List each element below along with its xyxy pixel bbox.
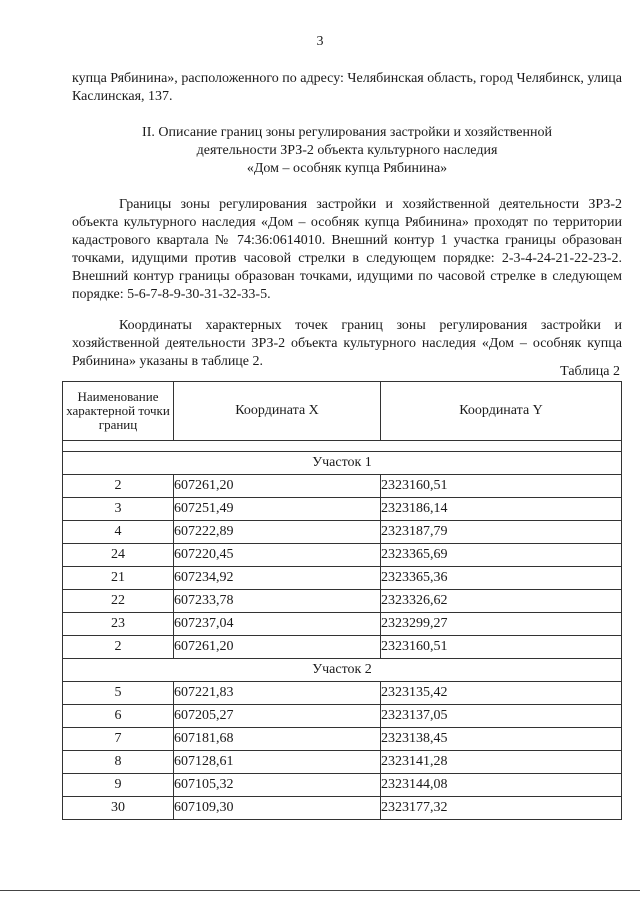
table-row (63, 590, 622, 613)
section-heading (72, 124, 622, 178)
section-title: Участок 2 (63, 659, 622, 682)
coordinate-y-cell: 2323160,51 (381, 475, 622, 498)
header-coordinate-x: Координата X (174, 382, 381, 441)
point-name-cell: 30 (63, 797, 174, 820)
boundary-description-paragraph: Границы зоны регулирования застройки и хозяйственной деятельности ЗРЗ-2 объекта культурного наследия «Дом – особняк купца Рябинина» проходят по территории кадастрового квартала № 74:36:0614010. Внешний контур 1 участка границы образован точками, идущими против часовой стрелки в следующем порядке: 2-3-4-24-21-22-23-2. Внешний контур границы образован точками, идущими по часовой стрелке в следующем порядке: 5-6-7-8-9-30-31-32-33-5. (72, 197, 622, 302)
coordinate-y-cell: 2323144,08 (381, 774, 622, 797)
table-row (63, 613, 622, 636)
coordinate-x-cell: 607234,92 (174, 567, 381, 590)
point-name-cell: 5 (63, 682, 174, 705)
point-name-cell: 4 (63, 521, 174, 544)
coordinate-x-cell: 607128,61 (174, 751, 381, 774)
point-name-cell: 6 (63, 705, 174, 728)
coordinate-y-cell: 2323160,51 (381, 636, 622, 659)
point-name-cell: 23 (63, 613, 174, 636)
coordinate-y-cell: 2323326,62 (381, 590, 622, 613)
page-bottom-rule (0, 890, 640, 891)
table-row (63, 475, 622, 498)
coordinate-y-cell: 2323137,05 (381, 705, 622, 728)
table-row (63, 544, 622, 567)
point-name-cell: 3 (63, 498, 174, 521)
coordinate-y-cell: 2323135,42 (381, 682, 622, 705)
point-name-cell: 2 (63, 475, 174, 498)
coordinate-x-cell: 607205,27 (174, 705, 381, 728)
coordinate-y-cell: 2323138,45 (381, 728, 622, 751)
point-name-cell: 21 (63, 567, 174, 590)
table-row (63, 498, 622, 521)
heading-line-1: II. Описание границ зоны регулирования застройки и хозяйственной (142, 125, 552, 140)
page-number: 3 (316, 34, 324, 49)
table-row (63, 682, 622, 705)
intro-paragraph: купца Рябинина», расположенного по адресу: Челябинская область, город Челябинск, улица Каслинская, 137. (72, 71, 622, 104)
point-name-cell: 9 (63, 774, 174, 797)
coordinate-x-cell: 607261,20 (174, 475, 381, 498)
table-header-row (63, 382, 622, 441)
table-row (63, 751, 622, 774)
table-row (63, 705, 622, 728)
point-name-cell: 8 (63, 751, 174, 774)
coordinate-x-cell: 607237,04 (174, 613, 381, 636)
header-point-name: Наименование характерной точки границ (63, 382, 174, 441)
section-row (63, 659, 622, 682)
heading-line-3: «Дом – особняк купца Рябинина» (246, 161, 448, 176)
coordinate-y-cell: 2323299,27 (381, 613, 622, 636)
section-row (63, 452, 622, 475)
table-row (63, 797, 622, 820)
coordinate-x-cell: 607220,45 (174, 544, 381, 567)
point-name-cell: 24 (63, 544, 174, 567)
coordinate-x-cell: 607233,78 (174, 590, 381, 613)
table-row (63, 728, 622, 751)
point-name-cell: 7 (63, 728, 174, 751)
table-row (63, 636, 622, 659)
table-row (63, 567, 622, 590)
header-spacer-row (63, 441, 622, 452)
coordinates-intro-paragraph: Координаты характерных точек границ зоны регулирования застройки и хозяйственной деятельности ЗРЗ-2 объекта культурного наследия «Дом – особняк купца Рябинина» указаны в таблице 2. (72, 318, 622, 369)
table-body (63, 452, 622, 820)
coordinate-x-cell: 607261,20 (174, 636, 381, 659)
table-caption: Таблица 2 (560, 364, 620, 379)
coordinate-y-cell: 2323365,69 (381, 544, 622, 567)
coordinate-x-cell: 607109,30 (174, 797, 381, 820)
coordinate-x-cell: 607181,68 (174, 728, 381, 751)
coordinate-x-cell: 607251,49 (174, 498, 381, 521)
coordinate-x-cell: 607222,89 (174, 521, 381, 544)
coordinate-x-cell: 607221,83 (174, 682, 381, 705)
point-name-cell: 2 (63, 636, 174, 659)
point-name-cell: 22 (63, 590, 174, 613)
coordinate-y-cell: 2323186,14 (381, 498, 622, 521)
coordinate-y-cell: 2323177,32 (381, 797, 622, 820)
coordinate-x-cell: 607105,32 (174, 774, 381, 797)
section-title: Участок 1 (63, 452, 622, 475)
table-row (63, 774, 622, 797)
coordinate-y-cell: 2323365,36 (381, 567, 622, 590)
coordinate-y-cell: 2323141,28 (381, 751, 622, 774)
heading-line-2: деятельности ЗРЗ-2 объекта культурного наследия (196, 143, 498, 158)
table-row (63, 521, 622, 544)
coordinates-table (62, 381, 622, 820)
coordinate-y-cell: 2323187,79 (381, 521, 622, 544)
header-coordinate-y: Координата Y (381, 382, 622, 441)
